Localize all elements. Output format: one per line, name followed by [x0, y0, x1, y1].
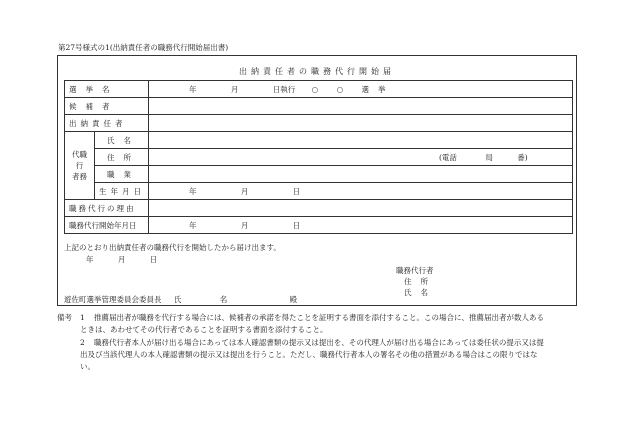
field-candidate[interactable]	[149, 98, 573, 115]
label-reason: 職務代行の理由	[65, 200, 149, 217]
statement-text: 上記のとおり出納責任者の職務代行を開始したから届け出ます。	[64, 243, 281, 252]
election-circle-1: ○	[311, 84, 319, 94]
birth-day: 日	[292, 186, 301, 196]
election-day: 日執行	[272, 84, 296, 94]
addressee-line	[64, 294, 297, 305]
field-treasurer[interactable]	[149, 115, 573, 132]
label-deputy-job: 職業	[95, 166, 149, 183]
label-election: 選挙名	[65, 81, 149, 98]
form-number-label: 第27号様式の1(出納責任者の職務代行開始届出書)	[58, 43, 229, 52]
addressee-office: 遊佐町選挙管理委員会委員長	[64, 295, 162, 304]
election-month: 月	[230, 84, 239, 94]
label-deputy-group: 代職 行 者務	[65, 132, 95, 200]
note-item-1	[80, 312, 550, 336]
row-deputy-address	[65, 149, 573, 166]
addressee-mei: 名	[219, 295, 228, 304]
signer-name: 氏名	[404, 288, 437, 297]
label-deputy-birth: 生年月日	[95, 183, 149, 200]
row-deputy-job	[65, 166, 573, 183]
field-reason[interactable]	[149, 200, 573, 217]
date-line	[86, 254, 157, 265]
note-2-text: 職務代行者本人が届け出る場合にあっては本人確認書類の提示又は提出を、その代理人が届け出る場合にあっては委任状の提示又は提出及び当該代理人の本人確認書類の提示又は提出を行うこと。ただし、職務代行者本人の署名その他の措置がある場合はこの限りではない。	[80, 338, 544, 371]
phone-ban: 番)	[517, 152, 528, 162]
start-month: 月	[240, 220, 249, 230]
label-treasurer: 出納責任者	[65, 115, 149, 132]
addressee-tono: 殿	[289, 295, 298, 304]
start-day: 日	[292, 220, 301, 230]
phone-open: (電話	[439, 152, 457, 162]
row-treasurer	[65, 115, 573, 132]
birth-month: 月	[240, 186, 249, 196]
election-senkyo: 選挙	[361, 84, 395, 94]
field-start-date[interactable]	[149, 217, 573, 234]
signer-role: 職務代行者	[396, 266, 434, 275]
note-item-2	[80, 337, 550, 373]
phone-kyoku: 局	[485, 152, 493, 162]
field-deputy-birth[interactable]	[149, 183, 573, 200]
field-election[interactable]	[149, 81, 573, 98]
form-title: 出納責任者の職務代行開始届	[239, 67, 395, 76]
label-deputy-name: 氏名	[95, 132, 149, 149]
label-start-date: 職務代行開始年月日	[65, 217, 149, 234]
row-deputy-name	[65, 132, 573, 149]
election-year: 年	[189, 84, 197, 94]
signer-address: 住所	[404, 277, 437, 286]
election-circle-2: ○	[336, 84, 344, 94]
field-deputy-name[interactable]	[149, 132, 573, 149]
row-reason	[65, 200, 573, 217]
row-deputy-birth	[65, 183, 573, 200]
row-election	[65, 81, 573, 98]
label-candidate: 候補者	[65, 98, 149, 115]
date-day: 日	[149, 255, 158, 264]
note-1-number: 1	[80, 313, 85, 322]
label-deputy-address: 住所	[95, 149, 149, 166]
form-table	[64, 80, 573, 234]
note-1-text: 推薦届出者が職務を代行する場合には、候補者の承諾を得たことを証明する書面を添付すること。この場合に、推薦届出者が数人あるときは、あわせてその代行者であることを証明する書面を添付すること。	[80, 313, 544, 334]
birth-year: 年	[189, 186, 197, 196]
row-start-date	[65, 217, 573, 234]
start-year: 年	[189, 220, 197, 230]
notes-heading: 備考	[57, 313, 72, 322]
note-2-number: 2	[80, 338, 85, 347]
date-year: 年	[86, 255, 94, 264]
date-month: 月	[117, 255, 126, 264]
addressee-shi: 氏	[173, 295, 182, 304]
field-deputy-address[interactable]	[149, 149, 573, 166]
field-deputy-job[interactable]	[149, 166, 573, 183]
row-candidate	[65, 98, 573, 115]
form-box	[57, 55, 577, 306]
